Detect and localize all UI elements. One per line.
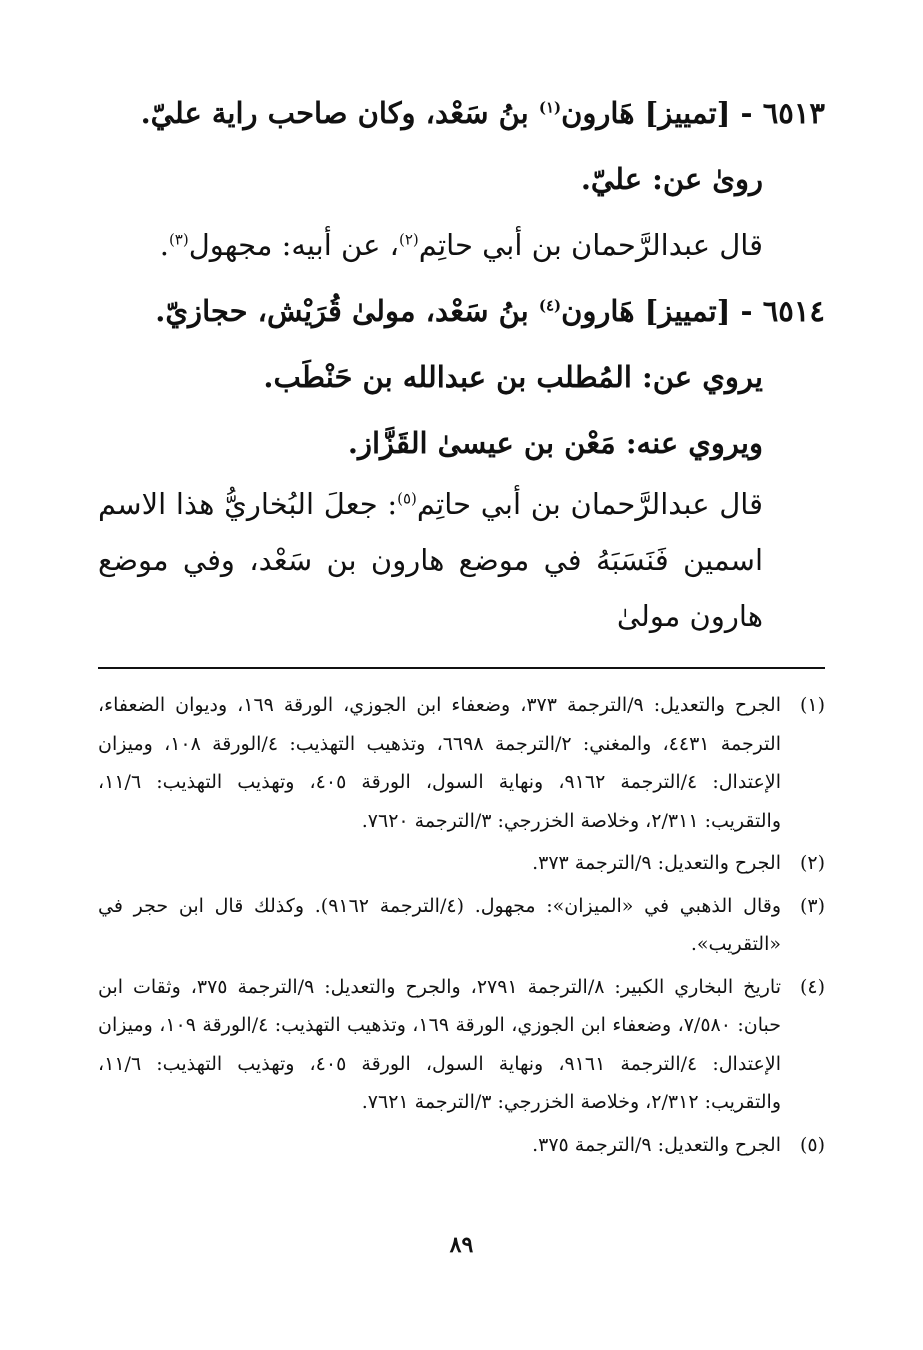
footnotes bbox=[98, 686, 825, 1168]
entry-heading-tail: بنُ سَعْد، مولىٰ قُرَيْش، حجازيّ. bbox=[155, 294, 539, 328]
narrates-from-label: يروي عن: bbox=[642, 360, 763, 394]
footnote-number: (٣) bbox=[799, 894, 825, 917]
footnote-number: (٤) bbox=[799, 975, 825, 998]
footnote-number: (١) bbox=[799, 694, 825, 716]
page-number: ٨٩ bbox=[449, 1232, 474, 1258]
footnote-number: (٥) bbox=[799, 1133, 825, 1156]
narrates-from-text: المُطلب بن عبدالله بن حَنْطَب. bbox=[263, 360, 643, 394]
footnote-item bbox=[98, 887, 825, 964]
footnote-item bbox=[98, 844, 825, 883]
entry-6514-narrated-by bbox=[98, 410, 825, 476]
statement-mid: ، عن أبيه: مجهول bbox=[188, 228, 399, 262]
footnote-text: الجرح والتعديل: ٩/الترجمة ٣٧٥. bbox=[532, 1133, 781, 1156]
footnote-item bbox=[98, 1126, 825, 1165]
footnote-item bbox=[98, 968, 825, 1122]
narrated-by-text: مَعْن بن عيسىٰ القَزَّاز. bbox=[347, 426, 626, 460]
footnote-ref[interactable]: (٣) bbox=[168, 230, 189, 249]
entry-6514-narrates-from bbox=[98, 344, 825, 410]
entry-6513-narrated-from bbox=[98, 146, 825, 212]
footnote-ref[interactable]: (٥) bbox=[397, 489, 417, 508]
footnote-ref[interactable]: (٢) bbox=[398, 230, 419, 249]
entry-heading: - [تمييز] هَارون bbox=[561, 294, 753, 328]
footnote-text: الجرح والتعديل: ٩/الترجمة ٣٧٣. bbox=[532, 852, 781, 874]
narrated-from-label: روىٰ عن: bbox=[652, 162, 763, 196]
footnote-divider bbox=[98, 667, 825, 669]
entry-heading: - [تمييز] هَارون bbox=[561, 96, 753, 130]
statement-text: قال عبدالرَّحمان بن أبي حاتِم bbox=[416, 487, 763, 521]
entry-6513-heading bbox=[98, 80, 825, 146]
main-text bbox=[98, 80, 825, 644]
footnote-text: وقال الذهبي في «الميزان»: مجهول. (٤/الترجمة ٩١٦٢). وكذلك قال ابن حجر في «التقريب». bbox=[98, 894, 781, 955]
entry-number: ٦٥١٣ bbox=[762, 96, 825, 130]
footnote-number: (٢) bbox=[799, 852, 825, 874]
narrated-from-text: عليّ. bbox=[580, 162, 653, 196]
footnote-text: تاريخ البخاري الكبير: ٨/الترجمة ٢٧٩١، والجرح والتعديل: ٩/الترجمة ٣٧٥، وثقات ابن حبان: ٧/٥٨٠، وضعفاء ابن الجوزي، الورقة ١٦٩، وتذهيب التهذيب: ٤/الورقة ١٠٩، وميزان الإعتدال: ٤/الترجمة ٩١٦١، ونهاية السول، الورقة ٤٠٥، وتهذيب التهذيب: ١١/٦، والتقريب: ٢/٣١٢، وخلاصة الخزرجي: ٣/الترجمة ٧٦٢١. bbox=[98, 975, 781, 1113]
entry-heading-tail: بنُ سَعْد، وكان صاحب راية عليّ. bbox=[140, 96, 539, 130]
entry-number: ٦٥١٤ bbox=[762, 294, 825, 328]
statement-tail: : جعلَ البُخاريُّ هذا الاسم اسمين فَنَسَبَهُ في موضع هارون بن سَعْد، وفي موضع هارون مولىٰ bbox=[98, 487, 763, 633]
entry-6513-statement bbox=[98, 212, 825, 278]
narrated-by-label: ويروي عنه: bbox=[625, 426, 763, 460]
footnote-ref[interactable]: (١) bbox=[538, 98, 562, 117]
entry-6514-heading bbox=[98, 278, 825, 344]
statement-text: قال عبدالرَّحمان بن أبي حاتِم bbox=[418, 228, 763, 262]
entry-6514-statement bbox=[98, 476, 825, 644]
statement-end: . bbox=[159, 228, 169, 262]
footnote-text: الجرح والتعديل: ٩/الترجمة ٣٧٣، وضعفاء ابن الجوزي، الورقة ١٦٩، وديوان الضعفاء، الترجمة ٤٤٣١، والمغني: ٢/الترجمة ٦٦٩٨، وتذهيب التهذيب: ٤/الورقة ١٠٨، وميزان الإعتدال: ٤/الترجمة ٩١٦٢، ونهاية السول، الورقة ٤٠٥، وتهذيب التهذيب: ١١/٦، والتقريب: ٢/٣١١، وخلاصة الخزرجي: ٣/الترجمة ٧٦٢٠. bbox=[98, 694, 781, 832]
footnote-item bbox=[98, 686, 825, 840]
footnote-ref[interactable]: (٤) bbox=[538, 296, 562, 315]
